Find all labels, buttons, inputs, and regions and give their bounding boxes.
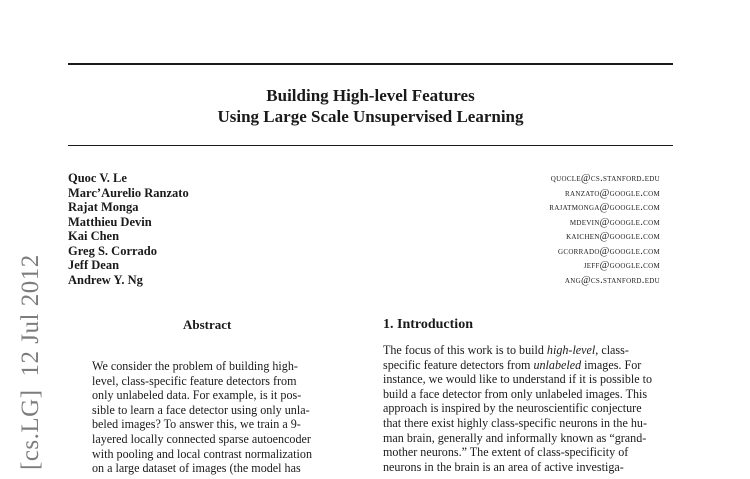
intro-line	[383, 358, 673, 373]
author-email: ang@cs.stanford.edu	[564, 274, 660, 286]
title-bottom-rule	[68, 145, 673, 146]
author-row	[68, 273, 673, 288]
author-email: gcorrado@google.com	[558, 245, 660, 257]
author-email: jeff@google.com	[583, 260, 660, 271]
intro-emphasis: unlabeled	[533, 357, 582, 372]
paper-title	[68, 85, 673, 127]
intro-emphasis: high-level	[546, 343, 596, 357]
author-row	[68, 200, 673, 215]
arxiv-date: 12 Jul 2012	[17, 254, 44, 377]
author-row	[68, 215, 673, 230]
arxiv-stamp	[18, 254, 44, 470]
abstract-line: with pooling and local contrast normalization	[92, 446, 312, 461]
author-row	[68, 171, 673, 186]
author-row	[68, 244, 673, 259]
title-line-1: Building High-level Features	[266, 86, 475, 105]
abstract-line: on a large dataset of images (the model has	[92, 461, 301, 476]
author-email: quocle@cs.stanford.edu	[550, 173, 660, 184]
arxiv-category: [cs.LG]	[17, 389, 44, 470]
abstract-line: layered locally connected sparse autoencoder	[92, 431, 311, 446]
abstract-heading: Abstract	[183, 317, 232, 332]
abstract-line: level, class-specific feature detectors from	[92, 373, 297, 388]
abstract-line: beled images? To answer this, we train a 9-	[92, 417, 301, 432]
intro-text: The focus of this work is to build	[383, 343, 547, 357]
author-name: Quoc V. Le	[68, 171, 127, 185]
intro-text: specific feature detectors from	[383, 357, 534, 372]
author-name: Marc’Aurelio Ranzato	[68, 185, 189, 200]
intro-line: neurons in the brain is an area of active investiga-	[383, 459, 624, 474]
author-name: Kai Chen	[68, 229, 120, 243]
abstract-line: We consider the problem of building high-	[92, 359, 298, 373]
intro-line: instance, we would like to understand if it is possible to	[383, 372, 653, 387]
intro-line: approach is inspired by the neuroscientific conjecture	[383, 401, 642, 416]
author-list	[68, 171, 673, 287]
author-name: Jeff Dean	[68, 258, 120, 272]
author-name: Andrew Y. Ng	[68, 272, 143, 287]
author-name: Matthieu Devin	[68, 214, 152, 229]
author-name: Greg S. Corrado	[68, 243, 157, 258]
intro-line: build a face detector from only unlabeled images. This	[383, 386, 648, 401]
introduction-heading: 1. Introduction	[383, 317, 473, 332]
top-rule	[68, 63, 673, 65]
author-row	[68, 258, 673, 273]
abstract-body	[92, 359, 343, 476]
intro-line: man brain, generally and informally known as “grand-	[383, 430, 647, 445]
title-line-2: Using Large Scale Unsupervised Learning	[217, 107, 524, 126]
introduction-body	[383, 343, 673, 474]
author-row	[68, 186, 673, 201]
intro-line	[383, 343, 673, 358]
abstract-line: sible to learn a face detector using only unla-	[92, 402, 310, 417]
intro-line: that there exist highly class-specific neurons in the hu-	[383, 415, 647, 430]
author-email: ranzato@google.com	[565, 187, 660, 199]
abstract-line: only unlabeled data. For example, is it pos-	[92, 388, 302, 403]
author-email: rajatmonga@google.com	[549, 202, 660, 213]
author-row	[68, 229, 673, 244]
intro-line: mother neurons.” The extent of class-specificity of	[383, 445, 629, 460]
author-name: Rajat Monga	[68, 200, 139, 214]
intro-text: , class-	[595, 343, 629, 357]
author-email: kaichen@google.com	[566, 231, 660, 242]
intro-text: images. For	[581, 357, 642, 372]
author-email: mdevin@google.com	[569, 216, 660, 228]
